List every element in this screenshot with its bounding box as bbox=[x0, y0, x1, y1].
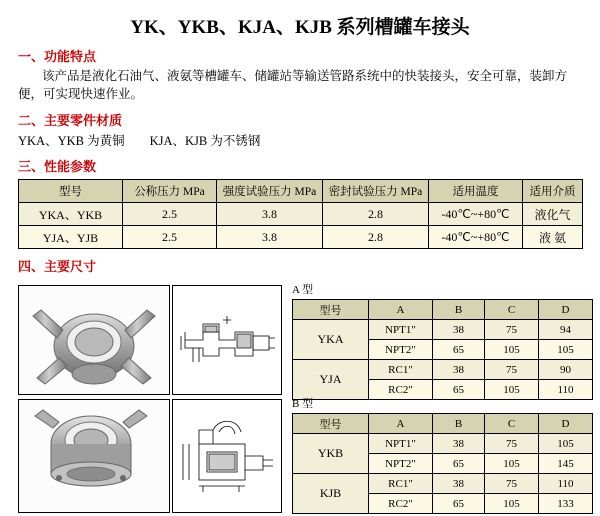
dim-b-r1-c: 105 bbox=[485, 454, 539, 474]
page-title: YK、YKB、KJA、KJB 系列槽罐车接头 bbox=[130, 17, 470, 38]
spec-cell-0-2: 3.8 bbox=[217, 203, 323, 226]
dim-a-r2-a: RC1" bbox=[369, 360, 433, 380]
dim-a-r0-d: 94 bbox=[539, 320, 593, 340]
dim-b-r1-a: NPT2" bbox=[369, 454, 433, 474]
spec-th-2: 强度试验压力 MPa bbox=[217, 180, 323, 203]
dim-b-r0-d: 105 bbox=[539, 434, 593, 454]
table-row bbox=[293, 434, 593, 454]
dim-a-th-2: B bbox=[433, 300, 485, 320]
spec-cell-0-3: 2.8 bbox=[323, 203, 429, 226]
spec-cell-1-2: 3.8 bbox=[217, 226, 323, 249]
spec-cell-1-1: 2.5 bbox=[123, 226, 217, 249]
dim-a-r3-b: 65 bbox=[433, 380, 485, 400]
table-row bbox=[19, 226, 583, 249]
dim-b-th-2: B bbox=[433, 414, 485, 434]
dim-a-r3-a: RC2" bbox=[369, 380, 433, 400]
dim-b-th-1: A bbox=[369, 414, 433, 434]
dim-b-model-kjb: KJB bbox=[293, 474, 369, 514]
photo-type-a-image bbox=[19, 286, 169, 394]
section-heading-features: 一、功能特点 bbox=[18, 49, 97, 64]
dim-b-th-3: C bbox=[485, 414, 539, 434]
spec-cell-1-0: YJA、YJB bbox=[19, 226, 123, 249]
photo-type-a bbox=[18, 285, 170, 395]
spec-table bbox=[18, 179, 583, 249]
dim-a-r3-d: 110 bbox=[539, 380, 593, 400]
dim-b-r2-a: RC1" bbox=[369, 474, 433, 494]
dim-a-r0-a: NPT1" bbox=[369, 320, 433, 340]
dim-a-r1-c: 105 bbox=[485, 340, 539, 360]
dim-a-r2-c: 75 bbox=[485, 360, 539, 380]
spec-cell-0-1: 2.5 bbox=[123, 203, 217, 226]
dim-b-r2-c: 75 bbox=[485, 474, 539, 494]
dim-b-r3-a: RC2" bbox=[369, 494, 433, 514]
dim-a-r1-d: 105 bbox=[539, 340, 593, 360]
dim-b-r1-b: 65 bbox=[433, 454, 485, 474]
drawing-type-a bbox=[172, 285, 282, 395]
drawing-type-a-image bbox=[173, 286, 281, 394]
spec-th-3: 密封试验压力 MPa bbox=[323, 180, 429, 203]
drawing-type-b bbox=[172, 399, 282, 513]
table-row bbox=[293, 360, 593, 380]
dim-a-th-3: C bbox=[485, 300, 539, 320]
dim-b-r3-b: 65 bbox=[433, 494, 485, 514]
material-line: YKA、YKB 为黄铜 KJA、KJB 为不锈钢 bbox=[18, 134, 261, 148]
spec-table-header-row bbox=[19, 180, 583, 203]
drawing-type-b-image bbox=[173, 400, 281, 512]
spec-th-1: 公称压力 MPa bbox=[123, 180, 217, 203]
dim-table-a-label: A 型 bbox=[292, 284, 314, 296]
table-row bbox=[293, 320, 593, 340]
dim-a-th-0: 型号 bbox=[293, 300, 369, 320]
features-body: 该产品是液化石油气、液氨等槽罐车、储罐站等输送管路系统中的快装接头，安全可靠，装卸方便，可实现快速作业。 bbox=[18, 69, 568, 101]
dim-a-r0-c: 75 bbox=[485, 320, 539, 340]
photo-type-b-image bbox=[19, 400, 169, 512]
dim-b-r0-c: 75 bbox=[485, 434, 539, 454]
dim-b-header-row bbox=[293, 414, 593, 434]
dim-b-r3-c: 105 bbox=[485, 494, 539, 514]
dim-b-r0-b: 38 bbox=[433, 434, 485, 454]
dim-b-r3-d: 133 bbox=[539, 494, 593, 514]
dim-table-b bbox=[292, 413, 593, 514]
dim-a-model-yja: YJA bbox=[293, 360, 369, 400]
dim-b-model-ykb: YKB bbox=[293, 434, 369, 474]
spec-cell-0-0: YKA、YKB bbox=[19, 203, 123, 226]
dim-a-th-1: A bbox=[369, 300, 433, 320]
section-heading-performance: 三、性能参数 bbox=[18, 159, 97, 174]
dim-a-r1-b: 65 bbox=[433, 340, 485, 360]
spec-th-4: 适用温度 bbox=[429, 180, 523, 203]
photo-type-b bbox=[18, 399, 170, 513]
spec-th-0: 型号 bbox=[19, 180, 123, 203]
dim-table-b-label: B 型 bbox=[292, 398, 314, 410]
dim-b-r0-a: NPT1" bbox=[369, 434, 433, 454]
table-row bbox=[19, 203, 583, 226]
dim-table-a bbox=[292, 299, 593, 400]
dim-a-r0-b: 38 bbox=[433, 320, 485, 340]
dim-a-r2-b: 38 bbox=[433, 360, 485, 380]
dim-table-b-wrap bbox=[292, 395, 593, 514]
dim-a-r1-a: NPT2" bbox=[369, 340, 433, 360]
dim-b-r1-d: 145 bbox=[539, 454, 593, 474]
table-row bbox=[293, 474, 593, 494]
dim-table-a-wrap bbox=[292, 281, 593, 400]
dim-b-th-4: D bbox=[539, 414, 593, 434]
dim-b-r2-b: 38 bbox=[433, 474, 485, 494]
dim-b-r2-d: 110 bbox=[539, 474, 593, 494]
dim-a-r2-d: 90 bbox=[539, 360, 593, 380]
spec-cell-1-3: 2.8 bbox=[323, 226, 429, 249]
spec-cell-1-4: -40℃~+80℃ bbox=[429, 226, 523, 249]
section-heading-dimensions: 四、主要尺寸 bbox=[18, 259, 97, 274]
dim-b-th-0: 型号 bbox=[293, 414, 369, 434]
section-heading-material: 二、主要零件材质 bbox=[18, 113, 123, 128]
dim-a-th-4: D bbox=[539, 300, 593, 320]
spec-cell-1-5: 液 氨 bbox=[523, 226, 583, 249]
spec-cell-0-4: -40℃~+80℃ bbox=[429, 203, 523, 226]
spec-th-5: 适用介质 bbox=[523, 180, 583, 203]
dim-a-r3-c: 105 bbox=[485, 380, 539, 400]
spec-cell-0-5: 液化气 bbox=[523, 203, 583, 226]
dim-a-header-row bbox=[293, 300, 593, 320]
dim-a-model-yka: YKA bbox=[293, 320, 369, 360]
